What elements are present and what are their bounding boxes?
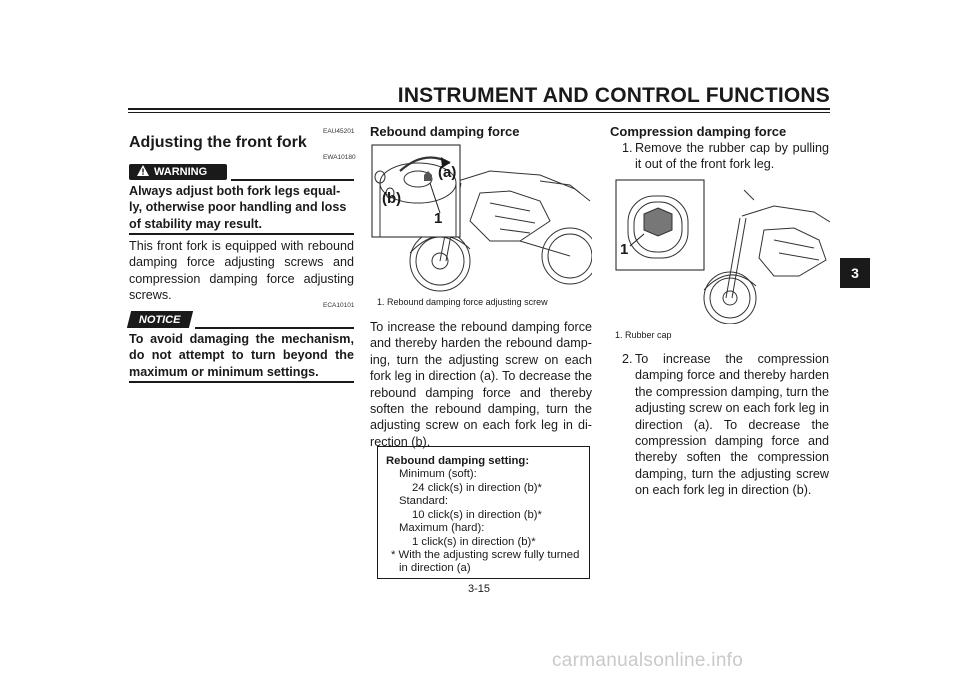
warning-label: WARNING <box>154 166 208 178</box>
compression-caption: 1. Rubber cap <box>615 330 672 340</box>
step-2-line: compression damping force and <box>635 434 829 449</box>
intro-line: damping force adjusting screws and <box>129 255 354 270</box>
label-b: (b) <box>382 190 402 207</box>
intro-line: screws. <box>129 288 172 303</box>
notice-label: NOTICE <box>139 313 181 326</box>
intro-line: This front fork is equipped with rebound <box>129 239 354 253</box>
intro-line: compression damping force adjusting <box>129 271 354 286</box>
header-rule-thin <box>128 112 830 113</box>
setting-max-value: 1 click(s) in direction (b)* <box>412 536 536 548</box>
label-1: 1 <box>434 210 443 227</box>
compression-figure <box>614 178 830 324</box>
rebound-line: fork leg in direction (a). To decrease the <box>370 369 592 384</box>
section-title: Adjusting the front fork <box>129 134 307 151</box>
page-number: 3-15 <box>468 583 491 595</box>
step-2-line: adjusting screw on each fork leg in <box>635 401 829 416</box>
setting-std-value: 10 click(s) in direction (b)* <box>412 509 542 521</box>
warning-bottom-rule <box>129 233 354 235</box>
rebound-line: rection (b). <box>370 434 431 449</box>
warning-triangle-icon <box>137 165 149 179</box>
setting-std-label: Standard: <box>399 495 448 507</box>
notice-top-rule <box>195 327 354 329</box>
page-header-title: INSTRUMENT AND CONTROL FUNCTIONS <box>397 84 830 107</box>
notice-line: maximum or minimum settings. <box>129 364 319 379</box>
warning-text <box>129 183 354 232</box>
header-rule <box>128 108 830 110</box>
notice-bottom-rule <box>129 381 354 383</box>
step-1 <box>622 140 829 173</box>
section-code: EAU45201 <box>323 128 355 135</box>
cap-label-1: 1 <box>620 241 629 258</box>
label-a: (a) <box>438 164 457 181</box>
rebound-line: rebound damping force and thereby <box>370 385 592 400</box>
rebound-heading: Rebound damping force <box>370 124 520 139</box>
setting-note-cont: in direction (a) <box>399 562 471 574</box>
step-2-line: damping, turn the adjusting screw <box>635 466 829 481</box>
rebound-line: adjusting screw on each fork leg in di- <box>370 418 592 433</box>
rebound-line: ing, turn the adjusting screw on each <box>370 352 592 367</box>
setting-note: * With the adjusting screw fully turned <box>391 549 580 561</box>
rebound-paragraph <box>370 319 592 450</box>
step-2-line: the compression damping, turn the <box>635 384 829 399</box>
rebound-caption: 1. Rebound damping force adjusting screw <box>377 297 548 307</box>
rebound-line: and thereby harden the rebound damp- <box>370 336 592 351</box>
setting-min-value: 24 click(s) in direction (b)* <box>412 482 542 494</box>
rebound-setting-box <box>377 446 590 579</box>
rebound-line: soften the rebound damping, turn the <box>370 402 592 417</box>
motorcycle-compression-illustration <box>614 178 830 324</box>
notice-code: ECA10101 <box>323 302 355 309</box>
rebound-line: To increase the rebound damping force <box>370 320 592 334</box>
warning-top-rule <box>231 179 354 181</box>
step-2-line: on each fork leg in direction (b). <box>635 483 812 498</box>
step-1-line: Remove the rubber cap by pulling <box>635 141 829 155</box>
step-2-number: 2. <box>622 352 633 366</box>
warning-code: EWA10180 <box>323 154 356 161</box>
notice-text <box>129 331 354 380</box>
step-2 <box>622 351 829 499</box>
notice-line: To avoid damaging the mechanism, <box>129 332 354 346</box>
step-2-line: To increase the compression <box>635 352 829 366</box>
step-2-line: thereby soften the compression <box>635 450 829 465</box>
step-1-number: 1. <box>622 141 633 155</box>
notice-badge <box>127 311 193 328</box>
watermark: carmanualsonline.info <box>552 650 744 671</box>
notice-line: do not attempt to turn beyond the <box>129 348 354 363</box>
step-1-line: it out of the front fork leg. <box>635 157 775 172</box>
setting-min-label: Minimum (soft): <box>399 468 477 480</box>
warning-line: ly, otherwise poor handling and loss <box>129 200 347 215</box>
compression-heading: Compression damping force <box>610 124 787 139</box>
step-2-line: direction (a). To decrease the <box>635 417 829 432</box>
warning-line: of stability may result. <box>129 216 262 231</box>
chapter-tab[interactable]: 3 <box>840 258 870 288</box>
intro-paragraph <box>129 238 354 304</box>
setting-title: Rebound damping setting: <box>386 455 530 467</box>
setting-max-label: Maximum (hard): <box>399 522 485 534</box>
motorcycle-rebound-illustration <box>370 141 592 299</box>
warning-line: Always adjust both fork legs equal- <box>129 184 341 198</box>
warning-badge <box>129 164 227 180</box>
rebound-figure <box>370 141 592 299</box>
step-2-line: damping force and thereby harden <box>635 368 829 383</box>
